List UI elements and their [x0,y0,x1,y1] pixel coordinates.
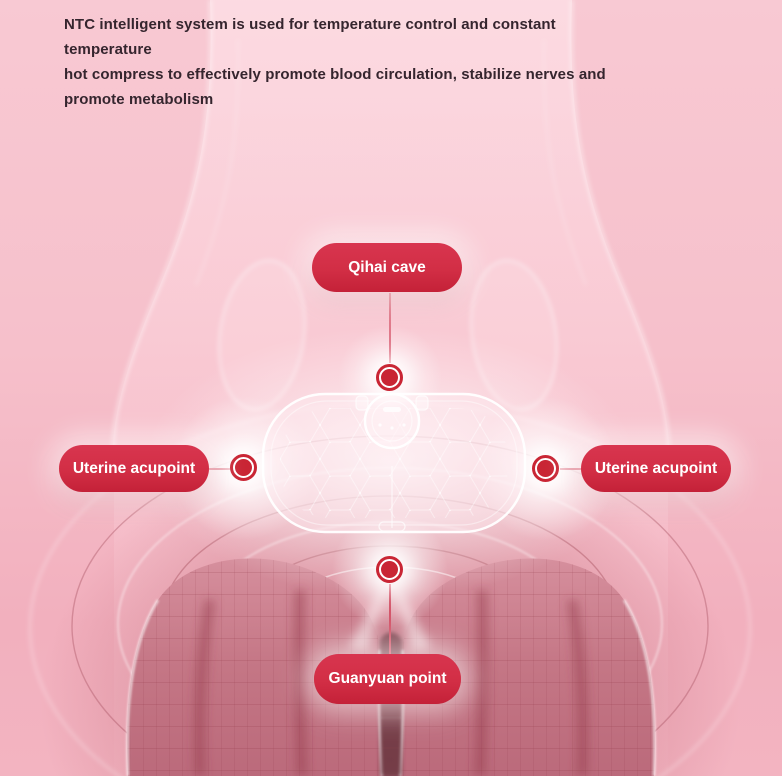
pill-label: Qihai cave [348,258,426,276]
connector-line-guanyuan [389,584,391,654]
connector-line-qihai [389,293,391,363]
connector-line-uterine-right [560,468,582,470]
acupoint-marker-uterine-right [532,455,559,482]
label-pill-qihai-cave [312,243,462,292]
pill-label: Uterine acupoint [72,459,196,477]
connector-line-uterine-left [209,468,231,470]
label-pill-guanyuan-point [314,654,461,704]
label-pill-uterine-acupoint-right [581,445,731,492]
acupoint-marker-guanyuan [376,556,403,583]
control-module [365,394,419,448]
pill-label: Guanyuan point [328,670,447,687]
pill-label: Uterine acupoint [594,459,718,477]
description-line-1: NTC intelligent system is used for temperature control and constant temperature [64,16,556,58]
acupoint-marker-uterine-left [230,454,257,481]
acupoint-marker-qihai [376,364,403,391]
description-text [64,12,624,112]
heating-belt-device [263,394,525,532]
description-line-3: promote metabolism [64,91,214,108]
label-pill-uterine-acupoint-left [59,445,209,492]
description-line-2: hot compress to effectively promote blood circulation, stabilize nerves and [64,66,606,83]
